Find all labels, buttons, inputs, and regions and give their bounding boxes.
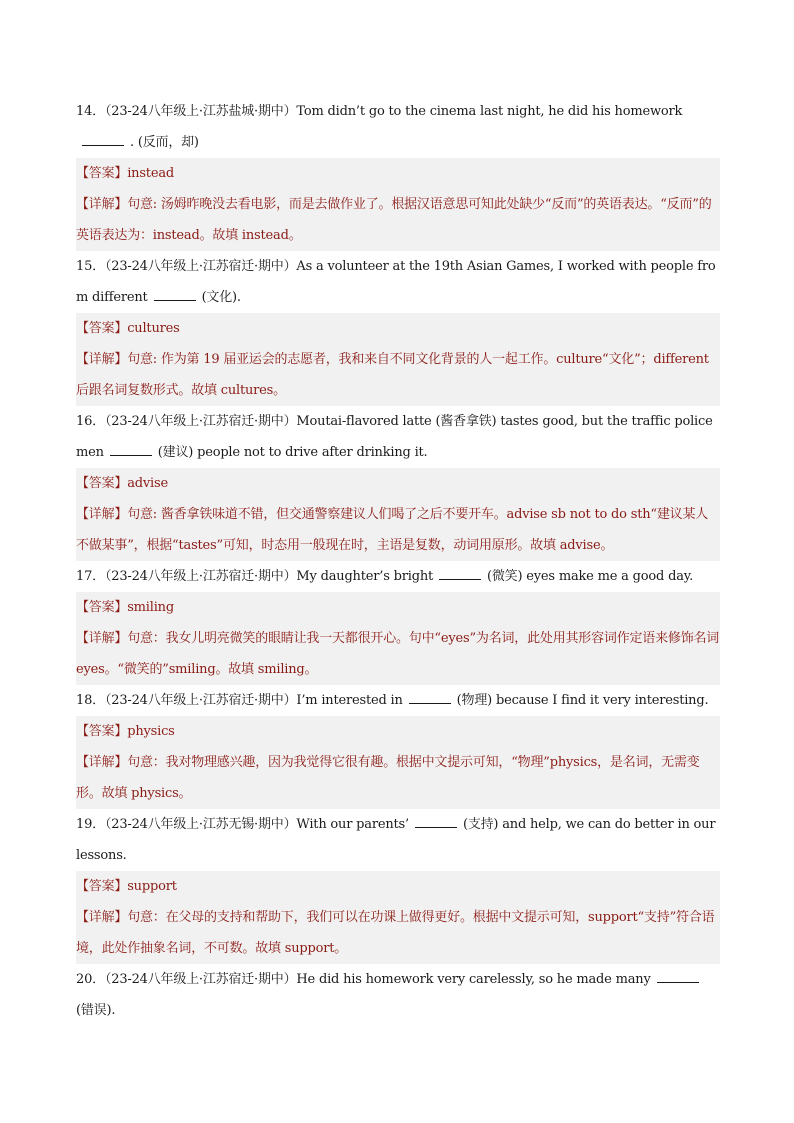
answer-blank [82, 133, 124, 146]
question-text-after: . (反而，却) [130, 135, 199, 150]
answer-blank [154, 288, 196, 301]
question-18 [76, 685, 720, 716]
answer-line [76, 716, 720, 747]
question-20 [76, 964, 720, 1026]
question-16 [76, 406, 720, 468]
question-text-after: (建议) people not to drive after drinking it. [157, 445, 428, 460]
explanation-tag: 【详解】 [76, 507, 128, 522]
answer-blank [110, 443, 152, 456]
question-text-after: (微笑) eyes make me a good day. [487, 569, 694, 584]
answer-line [76, 592, 720, 623]
explanation-line [76, 344, 720, 406]
explanation-tag: 【详解】 [76, 755, 128, 770]
explanation-text: 句意: 作为第 19 届亚运会的志愿者，我和来自不同文化背景的人一起工作。culture“文化”；different 后跟名词复数形式。故填 cultures。 [76, 352, 709, 398]
explanation-tag: 【详解】 [76, 197, 128, 212]
question-14 [76, 96, 720, 158]
explanation-tag: 【详解】 [76, 910, 128, 925]
answer-tag: 【答案】 [76, 724, 128, 739]
explanation-text: 句意: 汤姆昨晚没去看电影，而是去做作业了。根据汉语意思可知此处缺少“反而”的英语表达。“反而”的英语表达为：instead。故填 instead。 [76, 197, 712, 243]
explanation-text: 句意：我女儿明亮微笑的眼睛让我一天都很开心。句中“eyes”为名词，此处用其形容词作定语来修饰名词 eyes。“微笑的”smiling。故填 smiling。 [76, 631, 720, 677]
question-15 [76, 251, 720, 313]
question-text-before: I’m interested in [296, 693, 403, 708]
answer-tag: 【答案】 [76, 600, 128, 615]
explanation-tag: 【详解】 [76, 631, 128, 646]
answer-blank [409, 691, 451, 704]
question-source: （23-24八年级上·江苏宿迁·期中） [104, 693, 297, 708]
explanation-text: 句意: 酱香拿铁味道不错，但交通警察建议人们喝了之后不要开车。advise sb not to do sth“建议某人不做某事”，根据“tastes”可知，时态用一般现在时，主语是复数，动词用原形。故填 advise。 [76, 507, 709, 553]
explanation-line [76, 902, 720, 964]
question-source: （23-24八年级上·江苏无锡·期中） [104, 817, 297, 832]
answer-blank [657, 970, 699, 983]
question-text-after: (物理) because I find it very interesting. [456, 693, 709, 708]
document-page [76, 96, 720, 1026]
answer-text: smiling [127, 600, 174, 615]
answer-block-15 [76, 313, 720, 406]
answer-line [76, 158, 720, 189]
answer-blank [415, 815, 457, 828]
question-text-before: Moutai-flavored latte (酱香拿铁) tastes good, but the traffic policemen [76, 414, 713, 460]
answer-tag: 【答案】 [76, 166, 128, 181]
question-source: （23-24八年级上·江苏盐城·期中） [104, 104, 297, 119]
answer-block-19 [76, 871, 720, 964]
answer-text: cultures [127, 321, 180, 336]
question-number: 18． [76, 693, 105, 708]
question-19 [76, 809, 720, 871]
explanation-line [76, 747, 720, 809]
answer-line [76, 468, 720, 499]
question-source: （23-24八年级上·江苏宿迁·期中） [104, 259, 297, 274]
question-text-after: (支持) and help, we can do better in our lessons. [76, 817, 716, 863]
question-source: （23-24八年级上·江苏宿迁·期中） [104, 569, 297, 584]
question-text-before: My daughter’s bright [296, 569, 434, 584]
question-text-before: As a volunteer at the 19th Asian Games, I worked with people from different [76, 259, 716, 305]
answer-block-14 [76, 158, 720, 251]
answer-line [76, 313, 720, 344]
answer-tag: 【答案】 [76, 321, 128, 336]
answer-text: advise [127, 476, 168, 491]
explanation-line [76, 499, 720, 561]
answer-tag: 【答案】 [76, 476, 128, 491]
question-text-after: (错误). [76, 1003, 116, 1018]
question-source: （23-24八年级上·江苏宿迁·期中） [104, 972, 297, 987]
answer-block-17 [76, 592, 720, 685]
question-number: 15． [76, 259, 105, 274]
question-source: （23-24八年级上·江苏宿迁·期中） [104, 414, 297, 429]
explanation-text: 句意：我对物理感兴趣，因为我觉得它很有趣。根据中文提示可知，“物理”physics，是名词，无需变形。故填 physics。 [76, 755, 700, 801]
answer-text: instead [127, 166, 174, 181]
question-17 [76, 561, 720, 592]
question-number: 19． [76, 817, 105, 832]
answer-text: physics [127, 724, 175, 739]
question-number: 20． [76, 972, 105, 987]
answer-tag: 【答案】 [76, 879, 128, 894]
question-text-after: (文化). [201, 290, 241, 305]
question-number: 14． [76, 104, 105, 119]
explanation-line [76, 623, 720, 685]
question-number: 17． [76, 569, 105, 584]
question-text-before: He did his homework very carelessly, so he made many [296, 972, 651, 987]
explanation-text: 句意：在父母的支持和帮助下，我们可以在功课上做得更好。根据中文提示可知，support“支持”符合语境，此处作抽象名词，不可数。故填 support。 [76, 910, 715, 956]
explanation-tag: 【详解】 [76, 352, 128, 367]
answer-block-16 [76, 468, 720, 561]
explanation-line [76, 189, 720, 251]
question-number: 16． [76, 414, 105, 429]
question-text-before: With our parents’ [296, 817, 409, 832]
answer-block-18 [76, 716, 720, 809]
answer-text: support [127, 879, 177, 894]
answer-blank [439, 567, 481, 580]
question-text-before: Tom didn’t go to the cinema last night, he did his homework [296, 104, 683, 119]
answer-line [76, 871, 720, 902]
